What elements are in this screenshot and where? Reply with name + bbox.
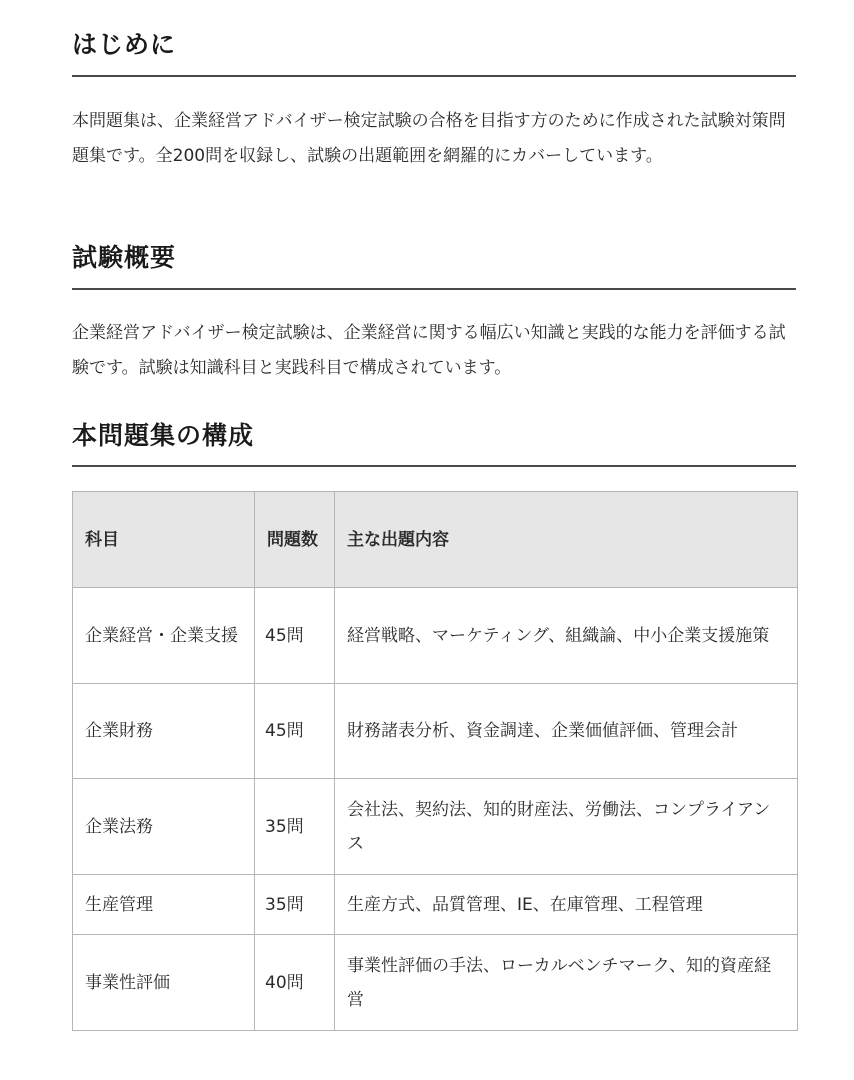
structure-table [72, 491, 798, 1031]
header-subject: 科目 [73, 492, 255, 588]
header-main-topics: 主な出題内容 [335, 492, 798, 588]
cell-question-count: 45問 [255, 684, 335, 779]
exam-overview-paragraph: 企業経営アドバイザー検定試験は、企業経営に関する幅広い知識と実践的な能力を評価する試験です。試験は知識科目と実践科目で構成されています。 [72, 323, 786, 378]
cell-main-topics: 経営戦略、マーケティング、組織論、中小企業支援施策 [335, 588, 798, 684]
cell-subject: 企業法務 [73, 779, 255, 875]
cell-question-count: 40問 [255, 935, 335, 1031]
cell-subject: 生産管理 [73, 875, 255, 935]
cell-question-count: 35問 [255, 875, 335, 935]
table-row [73, 588, 798, 684]
heading-divider [72, 465, 796, 467]
table-row [73, 935, 798, 1031]
cell-main-topics: 会社法、契約法、知的財産法、労働法、コンプライアンス [335, 779, 798, 875]
table-row [73, 684, 798, 779]
cell-main-topics: 事業性評価の手法、ローカルベンチマーク、知的資産経営 [335, 935, 798, 1031]
cell-subject: 企業経営・企業支援 [73, 588, 255, 684]
table-row [73, 779, 798, 875]
cell-main-topics: 生産方式、品質管理、IE、在庫管理、工程管理 [335, 875, 798, 935]
cell-question-count: 45問 [255, 588, 335, 684]
cell-main-topics: 財務諸表分析、資金調達、企業価値評価、管理会計 [335, 684, 798, 779]
heading-divider [72, 75, 796, 77]
section-heading-exam-overview: 試験概要 [72, 243, 177, 272]
cell-subject: 事業性評価 [73, 935, 255, 1031]
table-header-row [73, 492, 798, 588]
cell-subject: 企業財務 [73, 684, 255, 779]
table-row [73, 875, 798, 935]
cell-question-count: 35問 [255, 779, 335, 875]
header-question-count: 問題数 [255, 492, 335, 588]
introduction-paragraph: 本問題集は、企業経営アドバイザー検定試験の合格を目指す方のために作成された試験対策問題集です。全200問を収録し、試験の出題範囲を網羅的にカバーしています。 [72, 111, 786, 166]
heading-divider [72, 288, 796, 290]
section-heading-introduction: はじめに [72, 30, 177, 59]
section-heading-structure: 本問題集の構成 [72, 421, 255, 450]
